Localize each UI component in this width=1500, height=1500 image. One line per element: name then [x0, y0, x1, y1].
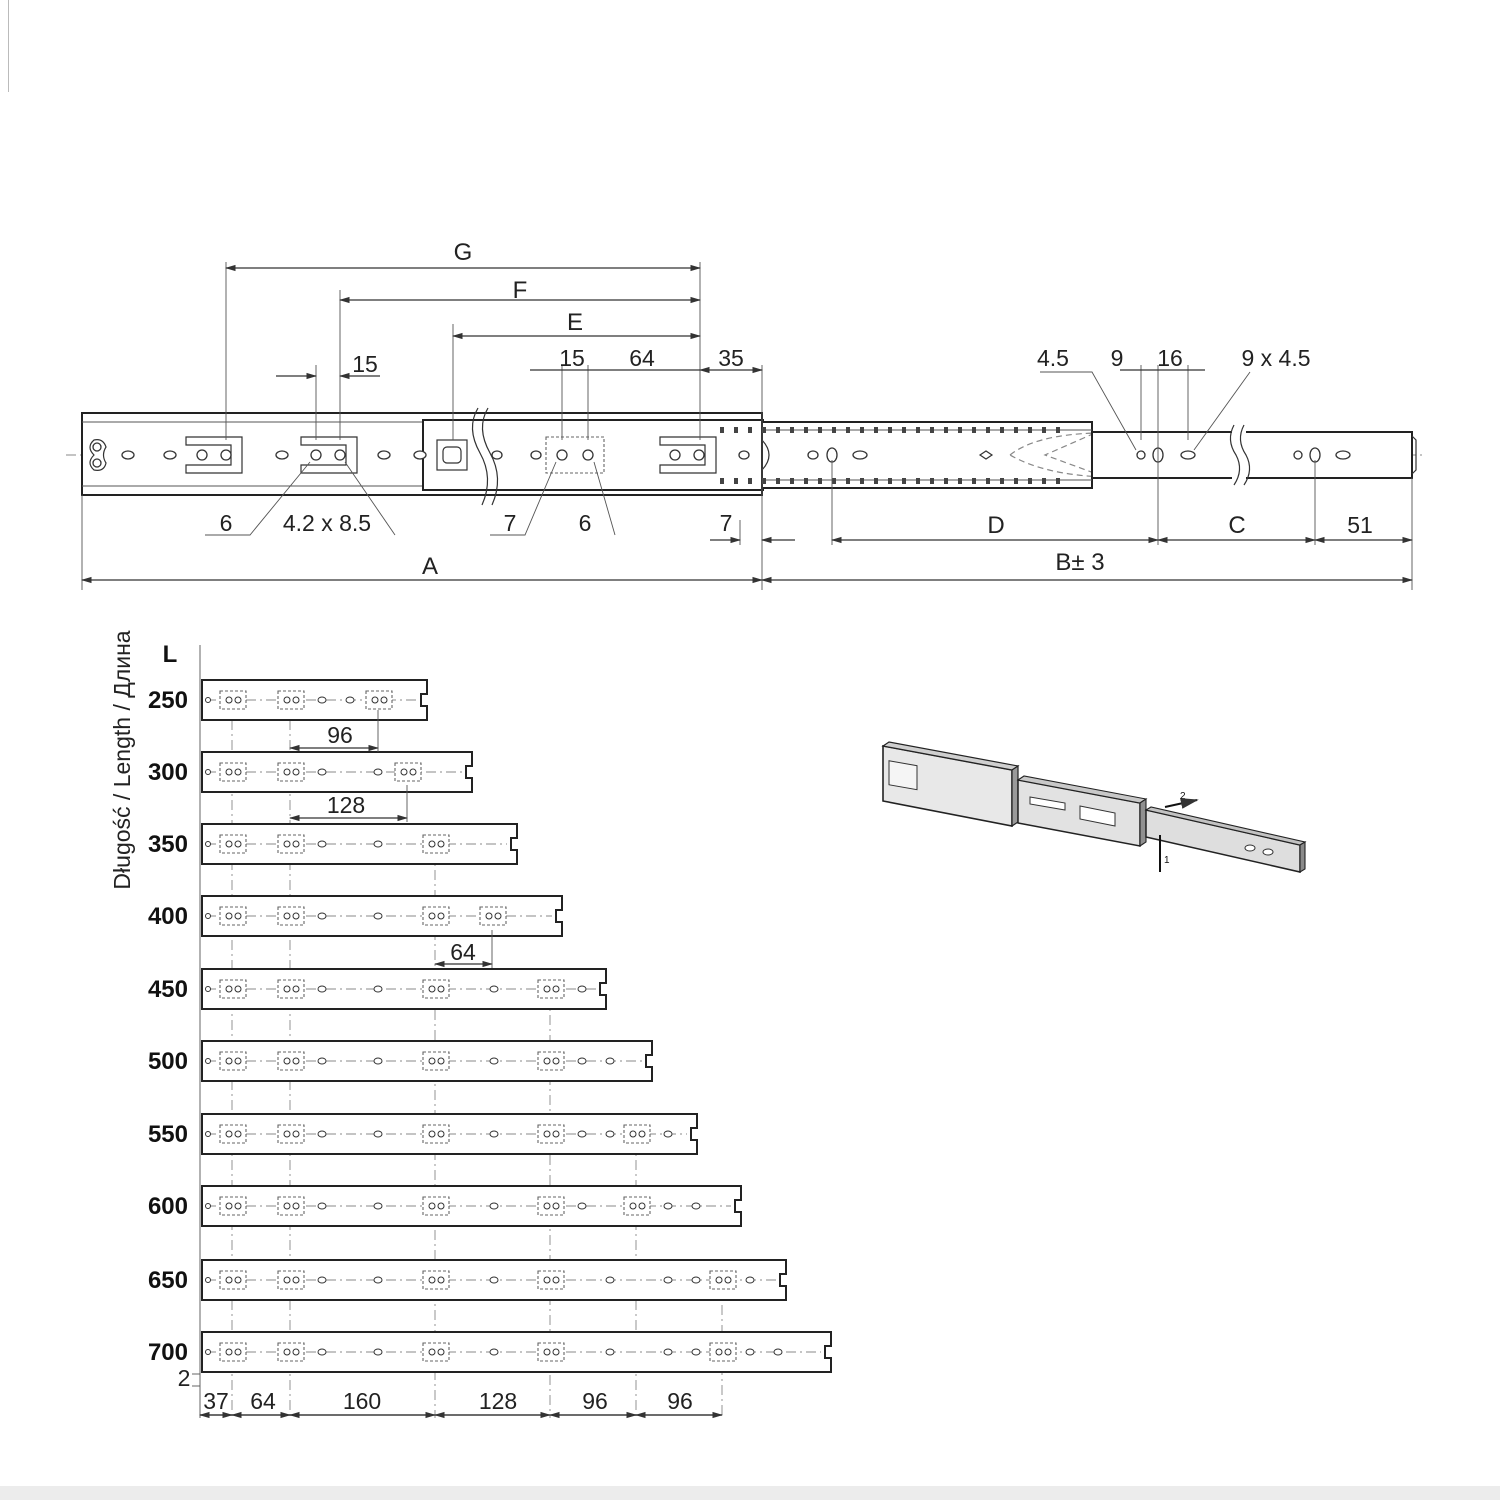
slot-hole [374, 841, 382, 847]
hole-bracket [278, 980, 304, 998]
dim-35: 35 [718, 345, 744, 371]
hole-bracket [278, 763, 304, 781]
length-row [148, 1186, 741, 1226]
bottom-dim-37: 37 [203, 1388, 229, 1414]
hole-bracket [220, 691, 246, 709]
hole-bracket [423, 1343, 449, 1361]
slot-hole [374, 769, 382, 775]
length-label: 300 [147, 759, 188, 786]
bracket-hole [429, 1203, 435, 1209]
bracket-hole [226, 1277, 232, 1283]
slot-hole [374, 986, 382, 992]
bracket-hole [429, 1058, 435, 1064]
slot-hole [578, 986, 586, 992]
slot-hole [318, 841, 326, 847]
dim-51: 51 [1347, 512, 1373, 538]
slot-hole [374, 913, 382, 919]
length-row [148, 1260, 786, 1300]
hole-bracket [220, 1125, 246, 1143]
dim-16: 16 [1157, 345, 1183, 371]
slot-hole [578, 1131, 586, 1137]
slot-hole [692, 1203, 700, 1209]
dim-E: E [566, 309, 584, 336]
slot-hole [746, 1277, 754, 1283]
hole-bracket [624, 1125, 650, 1143]
bracket-hole [235, 1277, 241, 1283]
iso-callout-2: 2 [1180, 791, 1186, 802]
bracket-hole [438, 913, 444, 919]
bracket-hole [553, 1131, 559, 1137]
dim-6-left: 6 [219, 510, 233, 536]
hole-bracket [278, 1125, 304, 1143]
bracket-hole [293, 913, 299, 919]
slot-hole [692, 1277, 700, 1283]
hole-bracket [423, 1271, 449, 1289]
hole-bracket [423, 907, 449, 925]
dim-15-mid: 15 [559, 345, 585, 371]
hole-bracket [423, 1125, 449, 1143]
hole-bracket [395, 763, 421, 781]
hole-bracket [278, 1343, 304, 1361]
dim-G: G [453, 239, 473, 266]
slot-hole [664, 1349, 672, 1355]
hole-bracket [278, 1197, 304, 1215]
dim-2-offset: 2 [177, 1365, 191, 1391]
slot-hole [490, 1277, 498, 1283]
bracket-hole [544, 1349, 550, 1355]
bracket-hole [725, 1349, 731, 1355]
hole-bracket [710, 1271, 736, 1289]
dim-F: F [512, 277, 528, 304]
bracket-hole [226, 1058, 232, 1064]
end-hole [206, 1204, 211, 1209]
bracket-hole [235, 1131, 241, 1137]
bracket-hole [293, 1349, 299, 1355]
dim-9: 9 [1110, 345, 1124, 371]
slot-hole [374, 1349, 382, 1355]
bracket-hole [226, 1349, 232, 1355]
length-label: 650 [147, 1267, 188, 1294]
bracket-hole [429, 1131, 435, 1137]
bracket-hole [401, 769, 407, 775]
bracket-hole [235, 841, 241, 847]
hole-bracket [220, 835, 246, 853]
bracket-hole [639, 1131, 645, 1137]
bracket-hole [226, 841, 232, 847]
slot-hole [664, 1277, 672, 1283]
bracket-hole [716, 1277, 722, 1283]
bracket-hole [284, 1203, 290, 1209]
slot-hole [318, 986, 326, 992]
isometric-view [883, 742, 1305, 872]
hole-bracket [710, 1343, 736, 1361]
slot-hole [490, 986, 498, 992]
hole-bracket [278, 1052, 304, 1070]
bracket-hole [544, 1058, 550, 1064]
bracket-hole [438, 1203, 444, 1209]
bracket-hole [235, 697, 241, 703]
bracket-hole [293, 841, 299, 847]
slot-hole [692, 1349, 700, 1355]
slot-hole [374, 1277, 382, 1283]
hole-bracket [220, 1271, 246, 1289]
bracket-hole [293, 1277, 299, 1283]
end-hole [206, 770, 211, 775]
length-rows [148, 680, 831, 1372]
bracket-hole [235, 1203, 241, 1209]
bracket-hole [293, 1058, 299, 1064]
length-label: 350 [147, 831, 188, 858]
hole-bracket [423, 835, 449, 853]
bracket-hole [639, 1203, 645, 1209]
bracket-hole [284, 697, 290, 703]
dim-D: D [987, 512, 1005, 539]
bracket-hole [226, 913, 232, 919]
slot-hole [318, 1058, 326, 1064]
bracket-hole [544, 1131, 550, 1137]
hole-bracket [278, 835, 304, 853]
bracket-hole [429, 986, 435, 992]
bracket-hole [553, 1277, 559, 1283]
dim-64: 64 [629, 345, 655, 371]
hole-bracket [538, 1343, 564, 1361]
hole-bracket [278, 691, 304, 709]
bottom-dim-96b: 96 [667, 1388, 693, 1414]
hole-bracket [423, 980, 449, 998]
hole-bracket [220, 907, 246, 925]
bottom-strip [0, 1486, 1500, 1500]
end-hole [206, 698, 211, 703]
length-row [148, 680, 427, 720]
bracket-hole [284, 769, 290, 775]
bracket-hole [553, 1058, 559, 1064]
bracket-hole [235, 913, 241, 919]
bottom-dim-64: 64 [250, 1388, 276, 1414]
slot-hole [606, 1349, 614, 1355]
bracket-hole [235, 769, 241, 775]
bracket-hole [429, 1349, 435, 1355]
bracket-hole [372, 697, 378, 703]
bracket-hole [284, 1349, 290, 1355]
slot-hole [346, 697, 354, 703]
hole-bracket [220, 980, 246, 998]
bracket-hole [544, 1277, 550, 1283]
length-row [148, 1041, 652, 1081]
bracket-hole [226, 986, 232, 992]
dim-7-mid: 7 [503, 510, 517, 536]
bottom-dim-96a: 96 [582, 1388, 608, 1414]
length-header: L [162, 641, 178, 668]
bracket-hole [226, 697, 232, 703]
slot-hole [774, 1349, 782, 1355]
end-hole [206, 1132, 211, 1137]
slot-hole [374, 1058, 382, 1064]
bracket-hole [284, 986, 290, 992]
bracket-hole [544, 986, 550, 992]
hole-bracket [366, 691, 392, 709]
slot-hole [318, 1277, 326, 1283]
slot-hole [606, 1131, 614, 1137]
slot-hole [318, 913, 326, 919]
bracket-hole [410, 769, 416, 775]
bracket-hole [630, 1131, 636, 1137]
bracket-hole [293, 769, 299, 775]
length-label: 550 [147, 1121, 188, 1148]
bracket-hole [284, 1277, 290, 1283]
slot-hole [374, 1203, 382, 1209]
length-row [148, 1114, 697, 1154]
bracket-hole [284, 1131, 290, 1137]
bracket-hole [429, 913, 435, 919]
bracket-hole [553, 1349, 559, 1355]
dim-9x4-5: 9 x 4.5 [1241, 345, 1311, 371]
length-row [148, 824, 517, 864]
slot-hole [490, 1131, 498, 1137]
bracket-hole [235, 1349, 241, 1355]
dim-B: B± 3 [1055, 549, 1105, 576]
hole-bracket [220, 763, 246, 781]
bracket-hole [293, 1131, 299, 1137]
bracket-hole [630, 1203, 636, 1209]
bottom-dim-128: 128 [478, 1388, 518, 1414]
bracket-hole [226, 769, 232, 775]
slot-hole [490, 1349, 498, 1355]
hole-bracket [538, 1271, 564, 1289]
dim-128-row300: 128 [326, 792, 366, 818]
slot-hole [578, 1058, 586, 1064]
slot-hole [664, 1131, 672, 1137]
hole-bracket [480, 907, 506, 925]
bracket-hole [438, 1277, 444, 1283]
bracket-hole [235, 1058, 241, 1064]
slot-hole [664, 1203, 672, 1209]
end-hole [206, 1350, 211, 1355]
bracket-hole [293, 1203, 299, 1209]
bracket-hole [284, 913, 290, 919]
length-label: 500 [147, 1048, 188, 1075]
bracket-hole [284, 1058, 290, 1064]
length-row [148, 969, 606, 1009]
dim-A: A [421, 553, 439, 580]
dim-4-5: 4.5 [1037, 345, 1069, 371]
slide-elevation-view [66, 239, 1425, 590]
bracket-hole [438, 1349, 444, 1355]
bracket-hole [293, 986, 299, 992]
hole-bracket [278, 1271, 304, 1289]
slot-hole [318, 1203, 326, 1209]
hole-bracket [624, 1197, 650, 1215]
bracket-hole [429, 1277, 435, 1283]
bracket-hole [429, 841, 435, 847]
length-row [148, 1332, 831, 1372]
dim-4-2x8-5: 4.2 x 8.5 [282, 510, 372, 536]
bottom-dim-160: 160 [342, 1388, 382, 1414]
bracket-hole [438, 841, 444, 847]
bracket-hole [438, 1131, 444, 1137]
bracket-hole [438, 1058, 444, 1064]
slot-hole [318, 697, 326, 703]
iso-callout-1: 1 [1164, 855, 1170, 866]
end-hole [206, 1278, 211, 1283]
bracket-hole [381, 697, 387, 703]
end-hole [206, 1059, 211, 1064]
dim-96-row250: 96 [327, 722, 353, 748]
length-label: 450 [147, 976, 188, 1003]
length-row [148, 752, 472, 792]
length-label: 700 [147, 1339, 188, 1366]
slot-hole [746, 1349, 754, 1355]
end-hole [206, 842, 211, 847]
dim-7-right: 7 [719, 510, 733, 536]
bracket-hole [544, 1203, 550, 1209]
bracket-hole [226, 1131, 232, 1137]
slot-hole [606, 1277, 614, 1283]
hole-bracket [538, 1125, 564, 1143]
bracket-hole [486, 913, 492, 919]
dim-C: C [1228, 512, 1246, 539]
dim-15-left: 15 [352, 351, 378, 377]
hole-bracket [220, 1343, 246, 1361]
bracket-hole [293, 697, 299, 703]
bracket-hole [553, 1203, 559, 1209]
length-row [148, 896, 562, 936]
bracket-hole [716, 1349, 722, 1355]
hole-bracket [538, 1052, 564, 1070]
length-axis-label: Długość / Length / Длина [109, 630, 135, 890]
hole-bracket [278, 907, 304, 925]
hole-bracket [220, 1052, 246, 1070]
slot-hole [318, 769, 326, 775]
slot-hole [490, 1058, 498, 1064]
end-hole [206, 914, 211, 919]
slot-hole [606, 1058, 614, 1064]
bracket-hole [438, 986, 444, 992]
dim-64-row400: 64 [450, 939, 476, 965]
bracket-hole [495, 913, 501, 919]
end-hole [206, 987, 211, 992]
length-label: 250 [147, 687, 188, 714]
hole-bracket [423, 1197, 449, 1215]
slot-hole [578, 1203, 586, 1209]
bracket-hole [553, 986, 559, 992]
length-label: 600 [147, 1193, 188, 1220]
hole-bracket [538, 1197, 564, 1215]
bracket-hole [235, 986, 241, 992]
dim-6-mid: 6 [578, 510, 592, 536]
bracket-hole [226, 1203, 232, 1209]
hole-bracket [538, 980, 564, 998]
bracket-hole [284, 841, 290, 847]
length-label: 400 [147, 903, 188, 930]
hole-bracket [220, 1197, 246, 1215]
slot-hole [318, 1349, 326, 1355]
slot-hole [318, 1131, 326, 1137]
hole-bracket [423, 1052, 449, 1070]
bracket-hole [725, 1277, 731, 1283]
slot-hole [490, 1203, 498, 1209]
length-table [109, 630, 831, 1418]
slot-hole [374, 1131, 382, 1137]
